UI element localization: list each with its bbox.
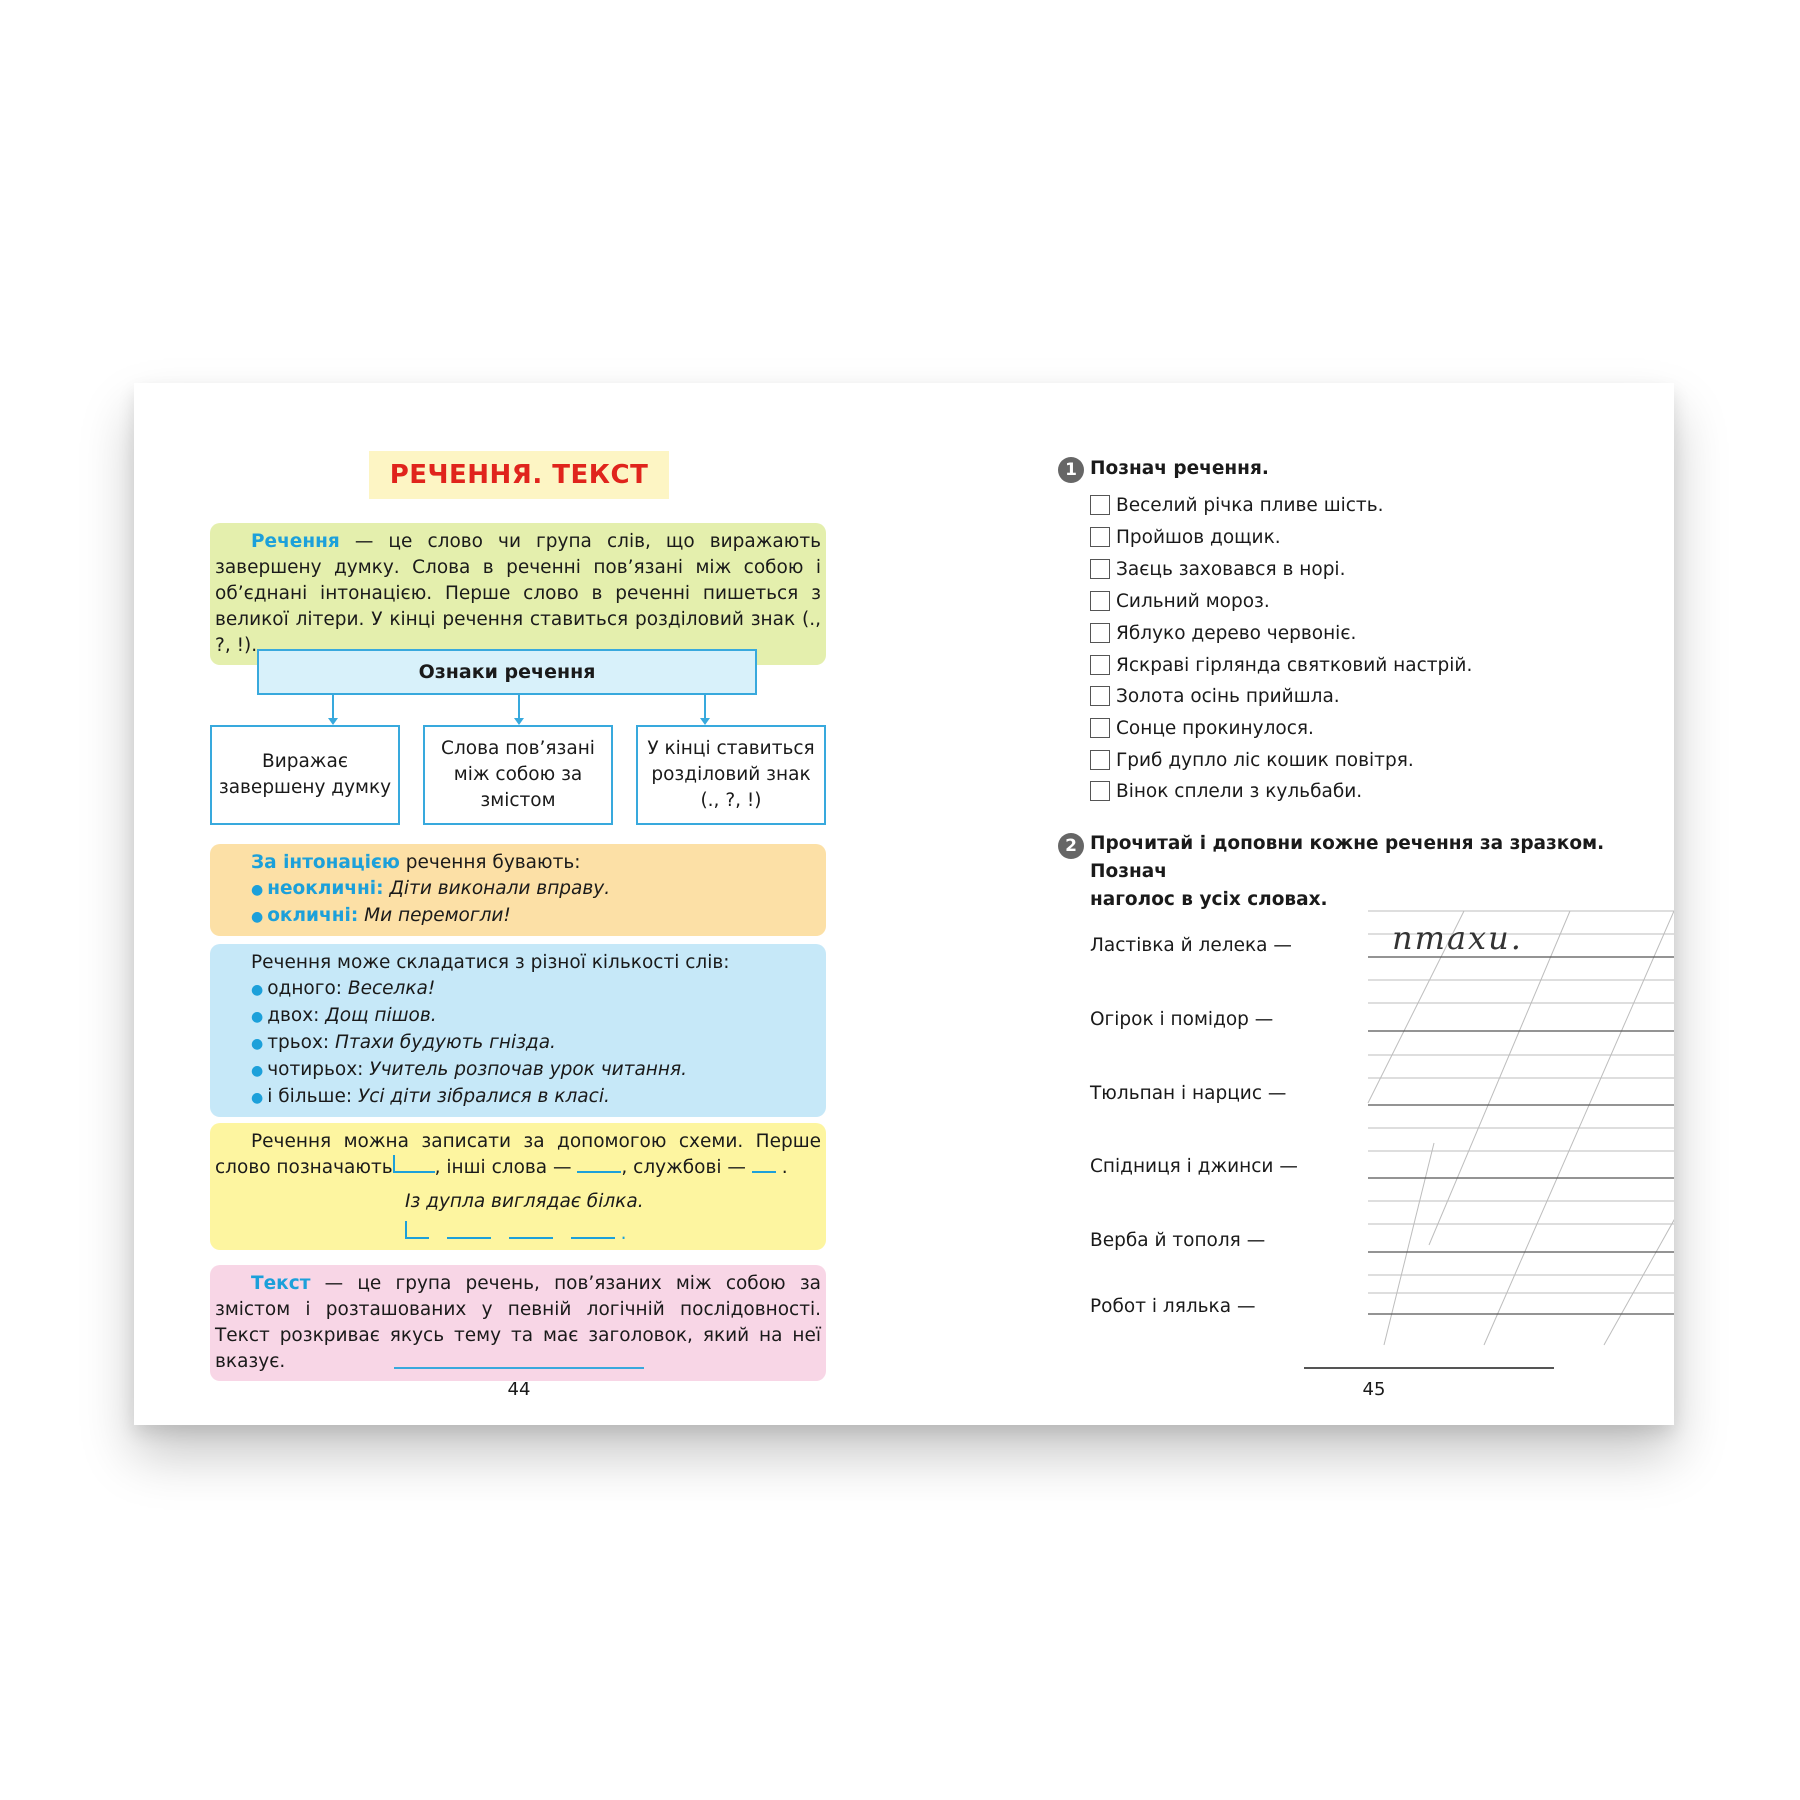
arrow-down-icon	[332, 695, 334, 719]
other-word-mark	[509, 1223, 553, 1239]
checkbox-label: Пройшов дощик.	[1116, 526, 1281, 548]
sign-box-2: Слова пов’язані між собою за змістом	[423, 725, 613, 825]
left-page	[134, 383, 904, 1425]
task-1-number: 1	[1058, 457, 1084, 483]
service-word-mark	[752, 1157, 776, 1173]
count-label: чотирьох:	[267, 1059, 370, 1080]
scheme-end-dot: .	[620, 1223, 627, 1244]
scheme-text: , службові —	[621, 1157, 746, 1178]
handwriting-lines	[904, 383, 1674, 1425]
checkbox-label: Яблуко дерево червоніє.	[1116, 622, 1357, 644]
page-number-right: 45	[1362, 1379, 1386, 1400]
count-example: Веселка!	[347, 978, 436, 999]
bullet-icon: ●	[251, 909, 264, 925]
checkbox-label: Сонце прокинулося.	[1116, 717, 1314, 739]
task-2-title-line: Прочитай і доповни кожне речення за зразком. Познач	[1090, 833, 1605, 882]
book-spread	[134, 383, 1674, 1425]
sentence-definition-box	[210, 523, 826, 665]
count-example: Птахи будують гнізда.	[335, 1032, 556, 1053]
right-page	[904, 383, 1674, 1425]
task-1-title: Познач речення.	[1090, 458, 1269, 479]
word-count-lead: Речення може складатися з різної кількості слів:	[251, 952, 730, 973]
bullet-icon: ●	[251, 1009, 264, 1025]
text-term: Текст	[251, 1273, 311, 1294]
sentence-term: Речення	[251, 531, 340, 552]
text-definition-box	[210, 1265, 826, 1381]
sample-answer: птахи.	[1392, 919, 1523, 957]
other-word-mark	[577, 1157, 621, 1173]
first-word-mark	[405, 1221, 429, 1239]
intonation-lead: речення бувають:	[399, 852, 581, 873]
sign-box-1: Виражає завершену думку	[210, 725, 400, 825]
checkbox-label: Заєць заховався в норі.	[1116, 558, 1346, 580]
write-row-label: Ластівка й лелека —	[1090, 935, 1292, 956]
page-footer-line	[1304, 1367, 1554, 1369]
scheme-example: Із дупла виглядає білка.	[405, 1191, 644, 1212]
count-example: Учитель розпочав урок читання.	[369, 1059, 687, 1080]
scheme-text: Речення можна записати за допомогою схеми. Перше слово позначають	[215, 1131, 821, 1178]
page-number-left: 44	[507, 1379, 531, 1400]
signs-header: Ознаки речення	[257, 649, 757, 695]
task-2-number: 2	[1058, 833, 1084, 859]
bullet-icon: ●	[251, 982, 264, 998]
page-footer-line	[394, 1367, 644, 1369]
intonation-label: окличні:	[267, 905, 359, 926]
page-title-box	[369, 451, 669, 499]
bullet-icon: ●	[251, 882, 264, 898]
bullet-icon: ●	[251, 1090, 264, 1106]
checkbox-label: Вінок сплели з кульбаби.	[1116, 780, 1363, 802]
arrow-down-icon	[704, 695, 706, 719]
write-row-label: Огірок і помідор —	[1090, 1009, 1274, 1030]
sentence-definition-text: — це слово чи група слів, що виражають завершену думку. Слова в реченні пов’язані між собою і об’єднані інтонацією. Перше слово в реченні пишеться з великої літери. У кінці речення ставиться розділовий знак (., ?, !).	[215, 531, 821, 656]
scheme-text: , інші слова —	[434, 1157, 572, 1178]
word-count-box	[210, 944, 826, 1117]
checkbox-label: Сильний мороз.	[1116, 590, 1270, 612]
checkbox-label: Веселий річка пливе шість.	[1116, 494, 1384, 516]
write-row-label: Верба й тополя —	[1090, 1230, 1266, 1251]
other-word-mark	[571, 1223, 615, 1239]
intonation-example: Діти виконали вправу.	[389, 878, 611, 899]
write-row-label: Спідниця і джинси —	[1090, 1156, 1298, 1177]
text-definition-text: — це група речень, пов’язаних між собою за змістом і розташованих у певній логічній послідовності. Текст розкриває якусь тему та має заголовок, який на неї вказує.	[215, 1273, 821, 1372]
count-label: одного:	[267, 978, 348, 999]
bullet-icon: ●	[251, 1063, 264, 1079]
count-example: Дощ пішов.	[325, 1005, 437, 1026]
checkbox-label: Гриб дупло ліс кошик повітря.	[1116, 749, 1414, 771]
count-label: і більше:	[267, 1086, 358, 1107]
scheme-example-diagram	[215, 1221, 821, 1247]
scheme-text: .	[781, 1157, 788, 1178]
write-row-label: Тюльпан і нарцис —	[1090, 1083, 1287, 1104]
intonation-box	[210, 844, 826, 936]
intonation-term: За інтонацією	[251, 852, 400, 873]
sign-box-3: У кінці ставиться розділовий знак (., ?, !)	[636, 725, 826, 825]
other-word-mark	[447, 1223, 491, 1239]
intonation-label: неокличні:	[267, 878, 384, 899]
checkbox-label: Яскраві гірлянда святковий настрій.	[1116, 654, 1473, 676]
count-example: Усі діти зібралися в класі.	[357, 1086, 610, 1107]
write-row-label: Робот і лялька —	[1090, 1296, 1256, 1317]
count-label: трьох:	[267, 1032, 336, 1053]
bullet-icon: ●	[251, 1036, 264, 1052]
arrow-down-icon	[518, 695, 520, 719]
count-label: двох:	[267, 1005, 326, 1026]
first-word-mark	[393, 1155, 435, 1173]
task-2-title-line: наголос в усіх словах.	[1090, 889, 1328, 910]
intonation-example: Ми перемогли!	[364, 905, 511, 926]
page-title: РЕЧЕННЯ. ТЕКСТ	[389, 460, 649, 490]
checkbox-label: Золота осінь прийшла.	[1116, 685, 1340, 707]
scheme-box	[210, 1123, 826, 1250]
